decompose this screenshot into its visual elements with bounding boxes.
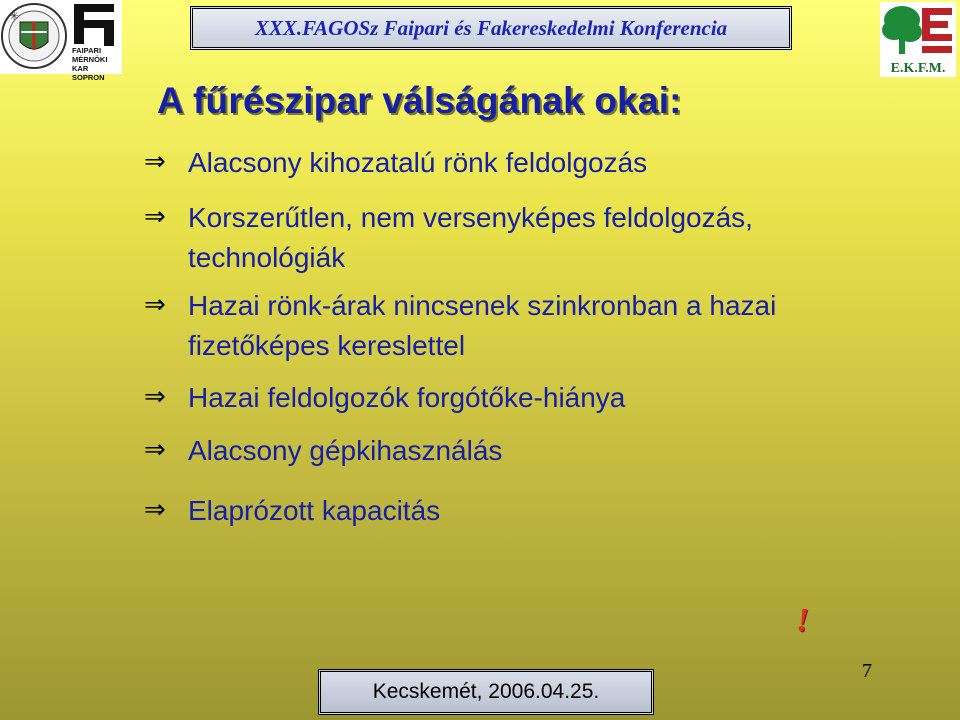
slide-title: A fűrészipar válságának okai: bbox=[157, 80, 682, 121]
bullet-item bbox=[144, 198, 848, 278]
university-logo-text bbox=[72, 46, 122, 82]
logo-text-line-2: MÉRNÖKI bbox=[72, 55, 108, 64]
logo-text-line-1: FAIPARI bbox=[72, 46, 102, 55]
logo-text-line-3: KAR SOPRON bbox=[72, 64, 105, 82]
svg-text:✳: ✳ bbox=[9, 9, 20, 23]
bullet-item bbox=[144, 491, 848, 531]
footer-location-date: Kecskemét, 2006.04.25. bbox=[372, 680, 600, 703]
bullet-text: Hazai feldolgozók forgótőke-hiánya bbox=[188, 382, 626, 413]
double-arrow-icon: ⇒ bbox=[144, 290, 166, 320]
conference-title: XXX.FAGOSz Faipari és Fakereskedelmi Konferencia bbox=[254, 15, 728, 40]
ekfm-tree-logo-icon bbox=[880, 2, 956, 62]
bullet-text: Korszerűtlen, nem versenyképes feldolgozás, technológiák bbox=[188, 202, 753, 273]
double-arrow-icon: ⇒ bbox=[144, 435, 166, 465]
bullet-text: Alacsony gépkihasználás bbox=[188, 435, 503, 466]
bullet-text: Alacsony kihozatalú rönk feldolgozás bbox=[188, 147, 648, 178]
footer-box bbox=[318, 669, 654, 715]
ekfm-logo bbox=[880, 2, 956, 76]
bullet-item bbox=[144, 143, 848, 183]
bullet-text: Hazai rönk-árak nincsenek szinkronban a hazai fizetőképes kereslettel bbox=[188, 290, 777, 361]
conference-header bbox=[190, 6, 792, 50]
ekfm-logo-text: E.K.F.M. bbox=[880, 61, 956, 77]
bullet-item bbox=[144, 378, 848, 418]
page-number: 7 bbox=[862, 660, 872, 682]
double-arrow-icon: ⇒ bbox=[144, 495, 166, 525]
double-arrow-icon: ⇒ bbox=[144, 147, 166, 177]
university-logo bbox=[0, 0, 122, 82]
double-arrow-icon: ⇒ bbox=[144, 202, 166, 232]
bullet-text: Elaprózott kapacitás bbox=[188, 495, 441, 526]
bullet-item bbox=[144, 431, 848, 471]
double-arrow-icon: ⇒ bbox=[144, 382, 166, 412]
exclamation-mark: ! bbox=[796, 602, 810, 639]
bullet-item bbox=[144, 286, 848, 366]
